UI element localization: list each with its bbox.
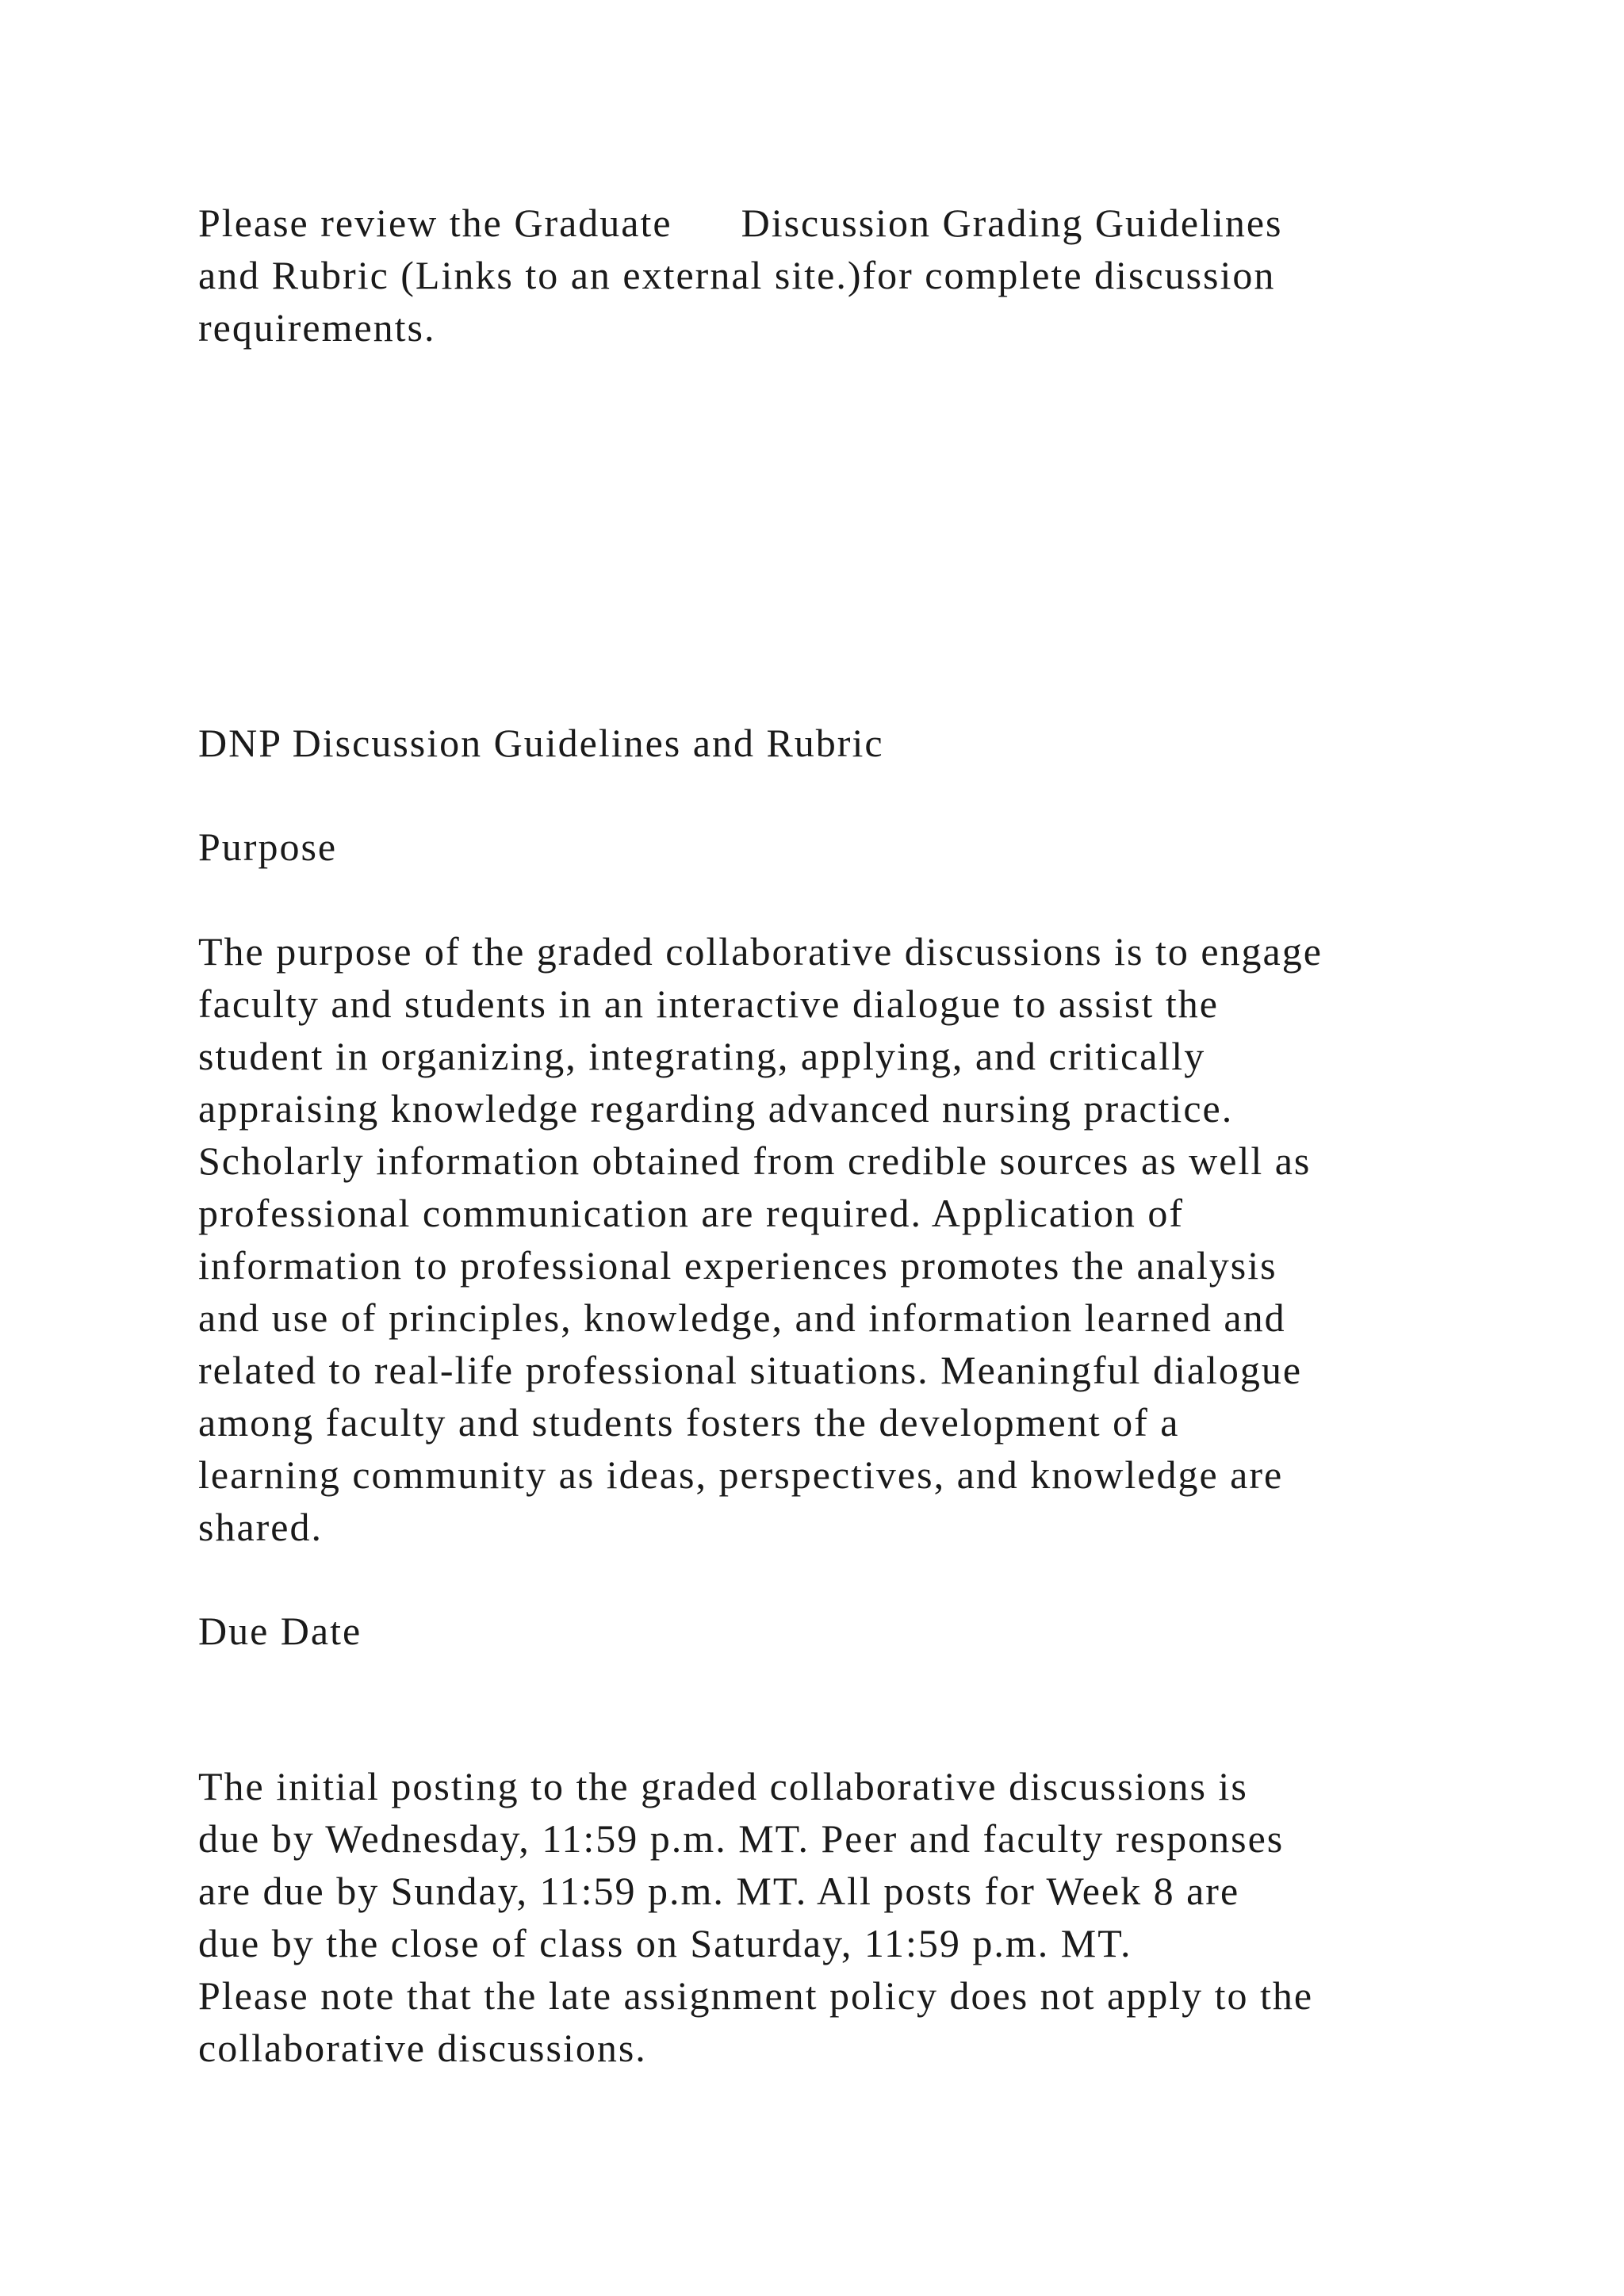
- purpose-line: information to professional experiences promotes the analysis: [198, 1243, 1277, 1288]
- purpose-line: Scholarly information obtained from credible sources as well as: [198, 1138, 1312, 1183]
- purpose-line: The purpose of the graded collaborative discussions is to engage: [198, 929, 1323, 974]
- intro-paragraph: [198, 197, 1507, 354]
- purpose-line: appraising knowledge regarding advanced nursing practice.: [198, 1086, 1234, 1131]
- purpose-line: professional communication are required. Application of: [198, 1191, 1184, 1235]
- due-date-line: due by the close of class on Saturday, 11:59 p.m. MT.: [198, 1921, 1132, 1965]
- purpose-line: shared.: [198, 1505, 323, 1549]
- due-date-title: Due Date: [198, 1609, 362, 1653]
- document-heading: [198, 717, 1507, 769]
- purpose-line: related to real-life professional situations. Meaningful dialogue: [198, 1348, 1303, 1392]
- due-date-line: Please note that the late assignment policy does not apply to the: [198, 1973, 1314, 2018]
- purpose-paragraph: [198, 925, 1507, 1553]
- purpose-line: learning community as ideas, perspectives, and knowledge are: [198, 1452, 1284, 1497]
- purpose-line: among faculty and students fosters the development of a: [198, 1400, 1180, 1445]
- due-date-line: collaborative discussions.: [198, 2026, 647, 2070]
- purpose-title: Purpose: [198, 825, 338, 869]
- purpose-heading: [198, 821, 1507, 873]
- due-date-line: due by Wednesday, 11:59 p.m. MT. Peer and faculty responses: [198, 1816, 1285, 1861]
- intro-line: requirements.: [198, 305, 436, 350]
- purpose-line: and use of principles, knowledge, and information learned and: [198, 1295, 1286, 1340]
- purpose-line: student in organizing, integrating, applying, and critically: [198, 1034, 1206, 1078]
- due-date-heading: [198, 1605, 1507, 1657]
- due-date-line: are due by Sunday, 11:59 p.m. MT. All posts for Week 8 are: [198, 1869, 1240, 1913]
- due-date-paragraph: [198, 1760, 1507, 2074]
- heading-text: DNP Discussion Guidelines and Rubric: [198, 721, 884, 765]
- intro-line: and Rubric (Links to an external site.)for complete discussion: [198, 253, 1276, 297]
- intro-line: Please review the Graduate Discussion Grading Guidelines: [198, 201, 1283, 245]
- purpose-line: faculty and students in an interactive dialogue to assist the: [198, 982, 1219, 1026]
- due-date-line: The initial posting to the graded collaborative discussions is: [198, 1764, 1248, 1808]
